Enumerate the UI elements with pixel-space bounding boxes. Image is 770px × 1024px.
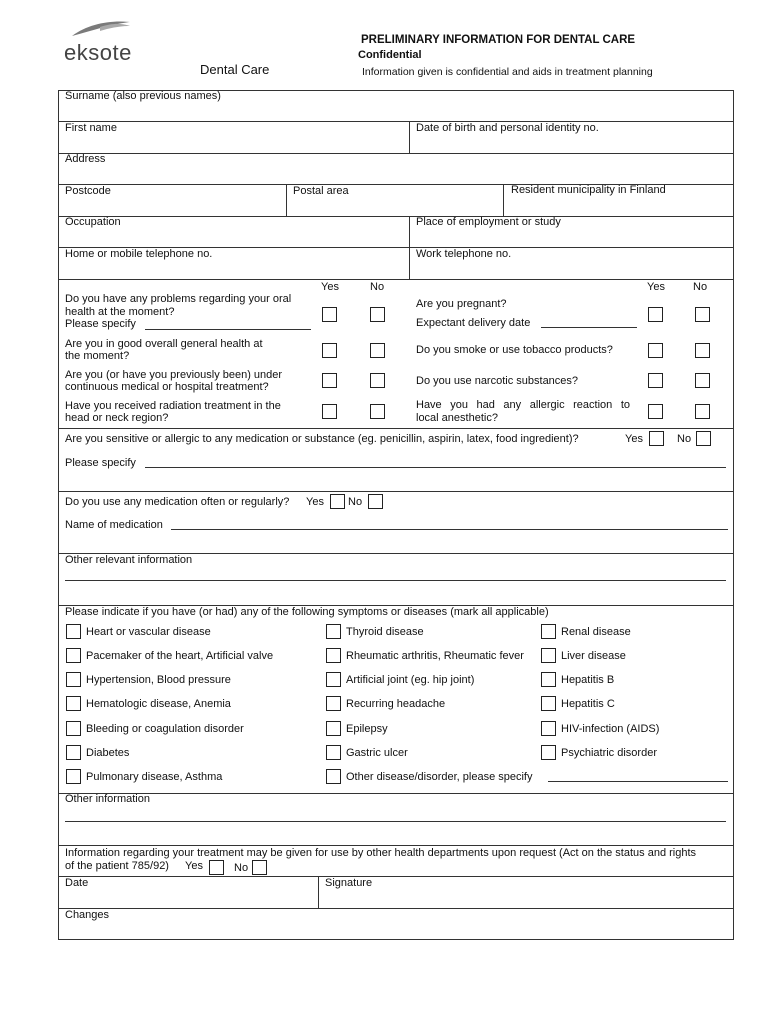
checkbox-continuous-yes[interactable] bbox=[322, 373, 337, 388]
occupation-field[interactable]: Occupation bbox=[65, 216, 121, 228]
logo-swoosh-icon bbox=[70, 18, 132, 38]
postcode-field[interactable]: Postcode bbox=[65, 185, 111, 197]
divider bbox=[318, 876, 319, 908]
checkbox-medication-yes[interactable] bbox=[330, 494, 345, 509]
checkbox-narcotic-yes[interactable] bbox=[648, 373, 663, 388]
checkbox-health-no[interactable] bbox=[370, 343, 385, 358]
question-oral-health: Do you have any problems regarding your oral bbox=[65, 293, 292, 305]
signature-field[interactable]: Signature bbox=[325, 877, 373, 889]
home-phone-field[interactable]: Home or mobile telephone no. bbox=[65, 248, 213, 260]
checkbox-artificial-joint[interactable] bbox=[326, 672, 341, 687]
allergy-specify-label: Please specify bbox=[65, 457, 136, 469]
delivery-date-label: Expectant delivery date bbox=[416, 317, 531, 329]
consent-no-label: No bbox=[234, 862, 249, 874]
symptom-label: Pacemaker of the heart, Artificial valve bbox=[86, 650, 274, 662]
page-title: PRELIMINARY INFORMATION FOR DENTAL CARE bbox=[361, 34, 636, 46]
logo bbox=[64, 18, 139, 66]
allergy-specify-line[interactable] bbox=[145, 467, 726, 468]
other-relevant-line[interactable] bbox=[65, 580, 726, 581]
checkbox-continuous-no[interactable] bbox=[370, 373, 385, 388]
oral-specify-line[interactable] bbox=[145, 329, 311, 330]
no-header: No bbox=[370, 281, 385, 293]
question-continuous-treatment: continuous medical or hospital treatment? bbox=[65, 381, 269, 393]
divider bbox=[58, 153, 734, 154]
checkbox-pacemaker[interactable] bbox=[66, 648, 81, 663]
checkbox-hypertension[interactable] bbox=[66, 672, 81, 687]
symptom-label: Bleeding or coagulation disorder bbox=[86, 723, 244, 735]
checkbox-rheumatic[interactable] bbox=[326, 648, 341, 663]
divider bbox=[58, 876, 734, 877]
symptom-label: Hematologic disease, Anemia bbox=[86, 698, 231, 710]
consent-text: Information regarding your treatment may be given for use by other health departments upon request (Act on the status and rights bbox=[65, 847, 697, 859]
postal-area-field[interactable]: Postal area bbox=[293, 185, 349, 197]
divider bbox=[58, 908, 734, 909]
checkbox-radiation-no[interactable] bbox=[370, 404, 385, 419]
yes-header: Yes bbox=[321, 281, 339, 293]
consent-text: of the patient 785/92) bbox=[65, 860, 169, 872]
symptom-label: Psychiatric disorder bbox=[561, 747, 657, 759]
checkbox-psychiatric[interactable] bbox=[541, 745, 556, 760]
question-general-health: the moment? bbox=[65, 350, 130, 362]
checkbox-radiation-yes[interactable] bbox=[322, 404, 337, 419]
checkbox-gastric-ulcer[interactable] bbox=[326, 745, 341, 760]
symptom-label: Epilepsy bbox=[346, 723, 388, 735]
allergy-yes-label: Yes bbox=[625, 433, 643, 445]
question-continuous-treatment: Are you (or have you previously been) under bbox=[65, 369, 283, 381]
checkbox-epilepsy[interactable] bbox=[326, 721, 341, 736]
checkbox-consent-no[interactable] bbox=[252, 860, 267, 875]
medication-name-label: Name of medication bbox=[65, 519, 163, 531]
symptom-label: Hypertension, Blood pressure bbox=[86, 674, 231, 686]
symptom-label: Heart or vascular disease bbox=[86, 626, 211, 638]
divider bbox=[58, 428, 734, 429]
work-phone-field[interactable]: Work telephone no. bbox=[416, 248, 512, 260]
checkbox-thyroid[interactable] bbox=[326, 624, 341, 639]
question-radiation: Have you received radiation treatment in the bbox=[65, 400, 281, 412]
symptom-label: Renal disease bbox=[561, 626, 631, 638]
confidential-label: Confidential bbox=[358, 49, 422, 61]
checkbox-pregnant-no[interactable] bbox=[695, 307, 710, 322]
divider bbox=[58, 279, 734, 280]
checkbox-health-yes[interactable] bbox=[322, 343, 337, 358]
symptom-label: Pulmonary disease, Asthma bbox=[86, 771, 223, 783]
unit-name: Dental Care bbox=[200, 62, 270, 77]
checkbox-bleeding[interactable] bbox=[66, 721, 81, 736]
symptom-label: Diabetes bbox=[86, 747, 130, 759]
symptom-label: Hepatitis B bbox=[561, 674, 615, 686]
checkbox-consent-yes[interactable] bbox=[209, 860, 224, 875]
question-medication: Do you use any medication often or regularly? bbox=[65, 496, 290, 508]
checkbox-hematologic[interactable] bbox=[66, 696, 81, 711]
checkbox-anesthetic-yes[interactable] bbox=[648, 404, 663, 419]
checkbox-oral-yes[interactable] bbox=[322, 307, 337, 322]
question-oral-health: health at the moment? bbox=[65, 306, 175, 318]
symptom-label: Recurring headache bbox=[346, 698, 446, 710]
symptom-label: Liver disease bbox=[561, 650, 626, 662]
other-relevant-label: Other relevant information bbox=[65, 554, 193, 566]
oral-specify-label: Please specify bbox=[65, 318, 136, 330]
checkbox-diabetes[interactable] bbox=[66, 745, 81, 760]
divider bbox=[286, 184, 287, 216]
first-name-field[interactable]: First name bbox=[65, 122, 117, 134]
no-header: No bbox=[693, 281, 708, 293]
yes-header: Yes bbox=[647, 281, 665, 293]
checkbox-medication-no[interactable] bbox=[368, 494, 383, 509]
question-anesthetic: local anesthetic? bbox=[416, 412, 498, 424]
divider bbox=[58, 216, 734, 217]
medication-no-label: No bbox=[348, 496, 363, 508]
municipality-field[interactable]: Resident municipality in Finland bbox=[511, 184, 666, 196]
checkbox-narcotic-no[interactable] bbox=[695, 373, 710, 388]
symptom-label: Artificial joint (eg. hip joint) bbox=[346, 674, 475, 686]
other-info-label: Other information bbox=[65, 793, 150, 805]
delivery-date-line[interactable] bbox=[541, 327, 637, 328]
changes-field[interactable]: Changes bbox=[65, 909, 110, 921]
surname-field[interactable]: Surname (also previous names) bbox=[65, 90, 221, 102]
checkbox-allergy-no[interactable] bbox=[696, 431, 711, 446]
symptom-label: Other disease/disorder, please specify bbox=[346, 771, 533, 783]
page-subtitle: Information given is confidential and aids in treatment planning bbox=[362, 66, 653, 78]
divider bbox=[58, 793, 734, 794]
dob-field[interactable]: Date of birth and personal identity no. bbox=[416, 122, 599, 134]
checkbox-liver[interactable] bbox=[541, 648, 556, 663]
checkbox-anesthetic-no[interactable] bbox=[695, 404, 710, 419]
divider bbox=[503, 184, 504, 216]
question-anesthetic: Have you had any allergic reaction to bbox=[416, 399, 630, 411]
medication-yes-label: Yes bbox=[306, 496, 324, 508]
divider bbox=[409, 216, 410, 279]
checkbox-hepatitis-c[interactable] bbox=[541, 696, 556, 711]
divider bbox=[58, 845, 734, 846]
symptom-label: Thyroid disease bbox=[346, 626, 424, 638]
question-general-health: Are you in good overall general health at bbox=[65, 338, 263, 350]
checkbox-other-disease[interactable] bbox=[326, 769, 341, 784]
checkbox-hiv[interactable] bbox=[541, 721, 556, 736]
checkbox-pregnant-yes[interactable] bbox=[648, 307, 663, 322]
symptom-label: Hepatitis C bbox=[561, 698, 615, 710]
form-frame bbox=[58, 90, 734, 940]
allergy-no-label: No bbox=[677, 433, 692, 445]
checkbox-smoke-yes[interactable] bbox=[648, 343, 663, 358]
other-disease-line[interactable] bbox=[548, 781, 728, 782]
question-smoke: Do you smoke or use tobacco products? bbox=[416, 344, 613, 356]
symptom-label: Rheumatic arthritis, Rheumatic fever bbox=[346, 650, 524, 662]
checkbox-headache[interactable] bbox=[326, 696, 341, 711]
checkbox-heart[interactable] bbox=[66, 624, 81, 639]
checkbox-allergy-yes[interactable] bbox=[649, 431, 664, 446]
checkbox-oral-no[interactable] bbox=[370, 307, 385, 322]
question-radiation: head or neck region? bbox=[65, 412, 169, 424]
checkbox-pulmonary[interactable] bbox=[66, 769, 81, 784]
symptom-label: HIV-infection (AIDS) bbox=[561, 723, 660, 735]
question-pregnant: Are you pregnant? bbox=[416, 298, 507, 310]
employment-field[interactable]: Place of employment or study bbox=[416, 216, 561, 228]
consent-yes-label: Yes bbox=[185, 860, 203, 872]
other-info-line[interactable] bbox=[65, 821, 726, 822]
divider bbox=[58, 491, 734, 492]
address-field[interactable]: Address bbox=[65, 153, 106, 165]
symptom-label: Gastric ulcer bbox=[346, 747, 408, 759]
symptoms-heading: Please indicate if you have (or had) any of the following symptoms or diseases (mark all applicable) bbox=[65, 606, 549, 618]
logo-text: eksote bbox=[64, 40, 132, 65]
divider bbox=[409, 121, 410, 153]
medication-name-line[interactable] bbox=[171, 529, 728, 530]
checkbox-smoke-no[interactable] bbox=[695, 343, 710, 358]
checkbox-hepatitis-b[interactable] bbox=[541, 672, 556, 687]
question-narcotic: Do you use narcotic substances? bbox=[416, 375, 579, 387]
date-field[interactable]: Date bbox=[65, 877, 89, 889]
question-allergy: Are you sensitive or allergic to any medication or substance (eg. penicillin, aspirin, latex, food ingredient)? bbox=[65, 433, 579, 445]
checkbox-renal[interactable] bbox=[541, 624, 556, 639]
divider bbox=[58, 121, 734, 122]
